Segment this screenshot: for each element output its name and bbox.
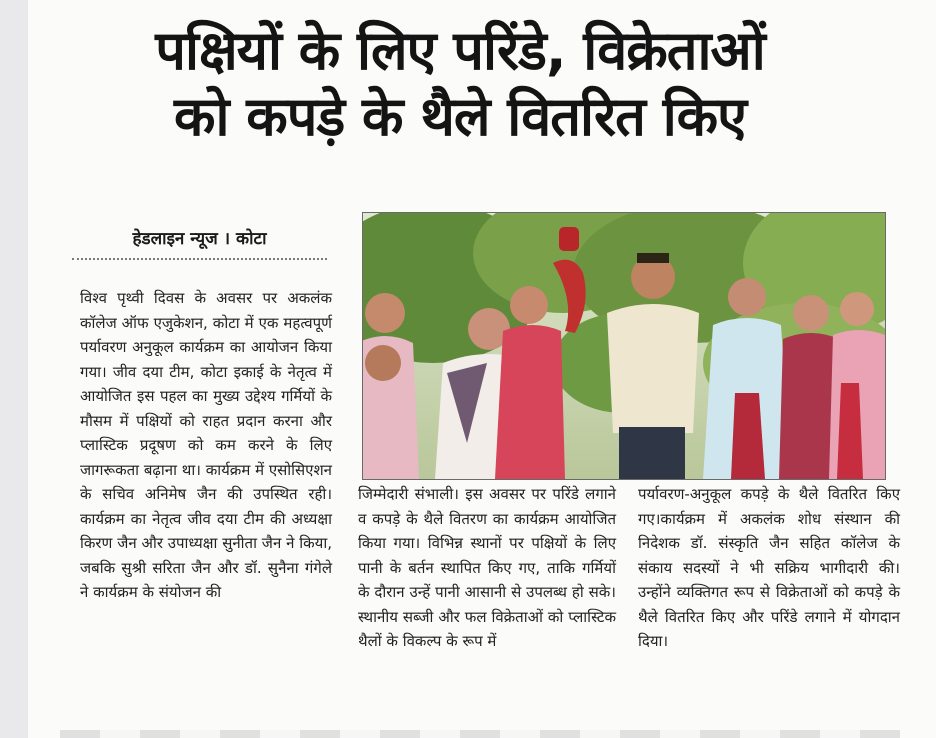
- headline: [30, 18, 890, 150]
- headline-line-1: पक्षियों के लिए परिंडे, विक्रेताओं: [155, 19, 765, 82]
- article-column-1: [80, 286, 332, 605]
- byline: हेडलाइन न्यूज । कोटा: [72, 226, 327, 260]
- article-text-col2: जिम्मेदारी संभाली। इस अवसर पर परिंडे लगाने व कपड़े के थैले वितरण का कार्यक्रम आयोजित किया गया। विभिन्न स्थानों पर पक्षियों के लिए पानी के बर्तन स्थापित किए गए, ताकि गर्मियों के दौरान उन्हें पानी आसानी से उपलब्ध हो सके। स्थानीय सब्जी और फल विक्रेताओं को प्लास्टिक थैलों के विकल्प के रूप में: [358, 485, 616, 650]
- cut-off-next-article: [60, 730, 900, 738]
- article-text-col1: विश्व पृथ्वी दिवस के अवसर पर अकलंक कॉलेज ऑफ एजुकेशन, कोटा में एक महत्वपूर्ण पर्यावरण अनुकूल कार्यक्रम का आयोजन किया गया। जीव दया टीम, कोटा इकाई के नेतृत्व में आयोजित इस पहल का मुख्य उद्देश्य गर्मियों के मौसम में पक्षियों को राहत प्रदान करना और प्लास्टिक प्रदूषण को कम करने के लिए जागरूकता बढ़ाना था। कार्यक्रम में एसोसिएशन के सचिव अनिमेष जैन की उपस्थित रही। कार्यक्रम का नेतृत्व जीव दया टीम की अध्यक्षा किरण जैन और उपाध्यक्षा सुनीता जैन ने किया, जबकि सुश्री सरिता जैन और डॉ. सुनैना गंगेले ने कार्यक्रम के संयोजन की: [80, 289, 332, 601]
- news-photo-image: [363, 213, 885, 479]
- article-column-3: [638, 482, 900, 654]
- news-photo: [362, 212, 886, 480]
- headline-line-2: को कपड़े के थैले वितरित किए: [173, 85, 747, 148]
- article-text-col3: पर्यावरण-अनुकूल कपड़े के थैले वितरित किए गए।कार्यक्रम में अकलंक शोध संस्थान की निदेशक डॉ. संस्कृति जैन सहित कॉलेज के संकाय सदस्यों ने भी सक्रिय भागीदारी की। उन्होंने व्यक्तिगत रूप से विक्रेताओं को कपड़े के थैले वितरित किए और परिंडे लगाने में योगदान दिया।: [638, 485, 900, 650]
- article-column-2: [358, 482, 616, 654]
